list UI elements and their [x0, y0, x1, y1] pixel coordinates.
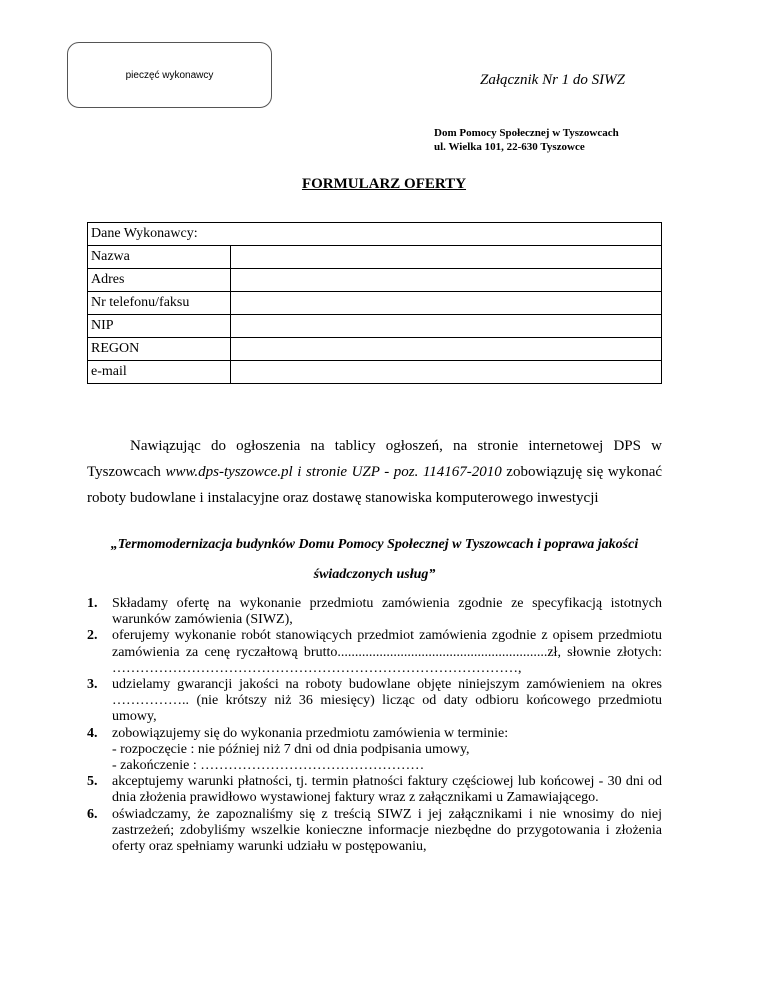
recipient-street: ul. Wielka 101, 22-630 Tyszowce — [434, 141, 585, 153]
table-row — [88, 292, 662, 315]
row-label-regon: REGON — [88, 338, 231, 361]
row-label-address: Adres — [88, 269, 231, 292]
page-title: FORMULARZ OFERTY — [301, 176, 467, 192]
list-item — [87, 628, 662, 677]
regon-field[interactable] — [231, 338, 662, 361]
item-text: akceptujemy warunki płatności, tj. termin płatności faktury częściowej lub końcowej - 30 dni od dnia złożenia prawidłowo wystawionej faktury wraz z załącznikami u Zamawiającego. — [112, 774, 662, 806]
list-item — [87, 726, 662, 775]
table-row — [88, 269, 662, 292]
table-row — [88, 246, 662, 269]
row-label-nip: NIP — [88, 315, 231, 338]
item-text: oświadczamy, że zapoznaliśmy się z treścią SIWZ i jej załącznikami i nie wnosimy do niej zastrzeżeń; zdobyliśmy wszelkie konieczne informacje niezbędne do przygotowania i złożenia oferty oraz spełniamy warunki udziału w postępowaniu, — [112, 806, 662, 855]
item-number: 1. — [87, 596, 98, 611]
item-number: 5. — [87, 774, 98, 790]
list-item — [87, 677, 662, 726]
item-text: oferujemy wykonanie robót stanowiących przedmiot zamówienia zgodnie z opisem przedmiotu zamówienia za cenę ryczałtową brutto............................................................zł, słownie złotych: ……………………………………………………………………………, — [112, 628, 662, 676]
item-text: udzielamy gwarancji jakości na roboty budowlane objęte niniejszym zamówieniem na okres …………….. (nie krótszy niż 36 miesięcy) licząc od daty odbioru końcowego przedmiotu umowy, — [112, 677, 662, 725]
table-row — [88, 315, 662, 338]
recipient-address — [434, 126, 619, 154]
item-number: 2. — [87, 628, 98, 644]
item-text: Składamy ofertę na wykonanie przedmiotu zamówienia zgodnie ze specyfikacją istotnych warunków zamówienia (SIWZ), — [112, 596, 662, 628]
stamp-label: pieczęć wykonawcy — [125, 70, 214, 81]
declarations-list — [87, 596, 662, 855]
start-date-line: - rozpoczęcie : nie później niż 7 dni od dnia podpisania umowy, — [112, 741, 470, 757]
intro-website-reference: www.dps-tyszowce.pl i stronie UZP - poz. 114167-2010 — [165, 464, 502, 480]
item-number: 6. — [87, 806, 98, 822]
table-row — [88, 223, 662, 246]
contractor-data-table — [87, 222, 662, 384]
project-title: „Termomodernizacja budynków Domu Pomocy Społecznej w Tyszowcach i poprawa jakości świadczonych usług” — [110, 537, 639, 582]
phone-field[interactable] — [231, 292, 662, 315]
address-field[interactable] — [231, 269, 662, 292]
row-label-phone: Nr telefonu/faksu — [88, 292, 231, 315]
intro-text-1: Nawiązując do ogłoszenia na tablicy ogłoszeń, na stronie internetowej DPS w Tyszowcach — [87, 438, 662, 480]
intro-paragraph — [87, 433, 662, 511]
name-field[interactable] — [231, 246, 662, 269]
row-label-email: e-mail — [88, 361, 231, 384]
item-number: 3. — [87, 677, 98, 693]
nip-field[interactable] — [231, 315, 662, 338]
row-label-name: Nazwa — [88, 246, 231, 269]
contractor-stamp-box — [67, 42, 272, 108]
list-item — [87, 774, 662, 806]
list-item — [87, 807, 662, 856]
end-date-line: - zakończenie : ………………………………………… — [112, 758, 425, 774]
item-text: zobowiązujemy się do wykonania przedmiotu zamówienia w terminie: — [112, 725, 509, 741]
email-field[interactable] — [231, 361, 662, 384]
intro-text-2: zobowiązuję się wykonać roboty budowlane i instalacyjne oraz dostawę stanowiska komputerowego inwestycji — [87, 464, 663, 506]
table-heading: Dane Wykonawcy: — [88, 223, 662, 246]
list-item — [87, 596, 662, 628]
table-row — [88, 361, 662, 384]
item-number: 4. — [87, 725, 98, 741]
attachment-label: Załącznik Nr 1 do SIWZ — [480, 72, 626, 88]
recipient-name: Dom Pomocy Społecznej w Tyszowcach — [434, 127, 619, 139]
table-row — [88, 338, 662, 361]
